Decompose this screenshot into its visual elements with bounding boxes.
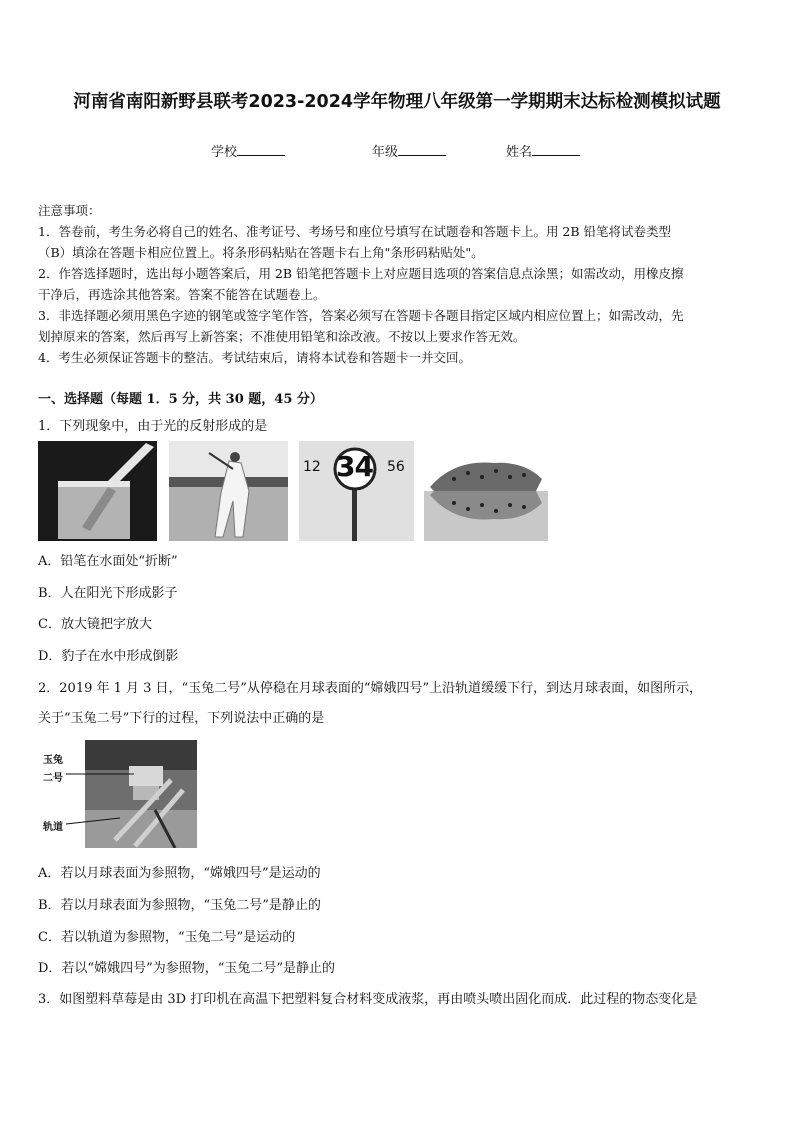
- grade-field: [372, 141, 446, 160]
- notes-heading: 注意事项：: [38, 203, 101, 218]
- rover-label-line1: 玉兔: [43, 755, 63, 766]
- magnifier-text-right: 56: [387, 459, 405, 475]
- name-label: 姓名: [506, 145, 533, 160]
- notes-block: [38, 200, 760, 368]
- school-blank: [237, 143, 285, 156]
- rover-label-line2: 二号: [43, 773, 63, 784]
- note-1a: 1．答卷前，考生务必将自己的姓名、准考证号、考场号和座位号填写在试题卷和答题卡上。用 2B 铅笔将试卷类型: [38, 224, 672, 239]
- q1-stem: 1．下列现象中，由于光的反射形成的是: [38, 419, 268, 434]
- pointer-lines: [60, 760, 160, 830]
- q1-option-a: A．铅笔在水面处“折断”: [38, 554, 178, 569]
- golfer-shadow-image: [169, 441, 288, 541]
- q1-option-b: B．人在阳光下形成影子: [38, 586, 178, 601]
- grade-blank: [398, 143, 446, 156]
- note-3a: 3．非选择题必须用黑色字迹的钢笔或签字笔作答，答案必须写在答题卡各题目指定区域内相应位置上；如需改动，先: [38, 308, 684, 323]
- note-1b: （B）填涂在答题卡相应位置上。将条形码粘贴在答题卡右上角"条形码粘贴处"。: [38, 245, 484, 260]
- q2-option-d: D．若以“嫦娥四号”为参照物，“玉兔二号”是静止的: [38, 961, 336, 976]
- q3-stem: 3．如图塑料草莓是由 3D 打印机在高温下把塑料复合材料变成液浆，再由喷头喷出固化而成．此过程的物态变化是: [38, 992, 698, 1007]
- q2-stem-line2: 关于“玉兔二号”下行的过程，下列说法中正确的是: [38, 711, 325, 726]
- school-label: 学校: [211, 145, 238, 160]
- note-4: 4．考生必须保证答题卡的整洁。考试结束后，请将本试卷和答题卡一并交回。: [38, 350, 471, 365]
- section-heading: 一、选择题（每题 1．5 分，共 30 题，45 分）: [38, 392, 323, 407]
- note-2a: 2．作答选择题时，选出每小题答案后，用 2B 铅笔把答题卡上对应题目选项的答案信息点涂黑；如需改动，用橡皮擦: [38, 266, 684, 281]
- school-field: [211, 141, 285, 160]
- leopard-reflection-image: [424, 441, 548, 541]
- q1-option-d: D．豹子在水中形成倒影: [38, 649, 179, 664]
- q2-option-a: A．若以月球表面为参照物，“嫦娥四号”是运动的: [38, 866, 321, 881]
- q2-option-b: B．若以月球表面为参照物，“玉兔二号”是静止的: [38, 898, 321, 913]
- magnifier-image: [299, 441, 414, 541]
- q2-stem-line1: 2．2019 年 1 月 3 日，“玉兔二号”从停稳在月球表面的“嫦娥四号”上沿轨道缓缓下行，到达月球表面，如图所示，: [38, 681, 703, 696]
- name-blank: [532, 143, 580, 156]
- grade-label: 年级: [372, 145, 399, 160]
- q2-option-c: C．若以轨道为参照物，“玉兔二号”是运动的: [38, 930, 296, 945]
- magnifier-text-big: 34: [336, 450, 373, 483]
- pencil-in-water-image: [38, 441, 157, 541]
- name-field: [506, 141, 580, 160]
- q1-option-c: C．放大镜把字放大: [38, 617, 152, 632]
- exam-title: 河南省南阳新野县联考2023-2024学年物理八年级第一学期期末达标检测模拟试题: [73, 92, 721, 112]
- note-2b: 干净后，再选涂其他答案。答案不能答在试题卷上。: [38, 287, 326, 302]
- track-label: 轨道: [43, 822, 63, 833]
- magnifier-text-left: 12: [303, 459, 321, 475]
- note-3b: 划掉原来的答案，然后再写上新答案；不准使用铅笔和涂改液。不按以上要求作答无效。: [38, 329, 526, 344]
